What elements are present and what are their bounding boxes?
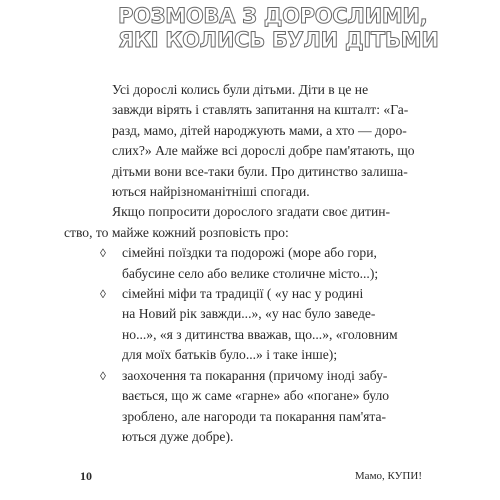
diamond-bullet-icon: ◊ (100, 287, 106, 302)
text-line: Усі дорослі колись були дітьми. Діти в це не (112, 82, 369, 97)
text-line: вається, що ж саме «гарне» або «погане» було (122, 388, 390, 404)
text-line: для моїх батьків було...» і таке інше); (122, 347, 338, 363)
chapter-title (118, 4, 438, 52)
paragraph (88, 80, 415, 202)
text-line: зроблено, але нагороди та покарання пам'ята- (122, 408, 387, 424)
text-line: дітьми вони все-таки були. Про дитинство залиша- (112, 163, 408, 179)
text-line: заохочення та покарання (причому іноді забу- (122, 367, 388, 383)
text-line: ються найрізноманітніші спогади. (112, 184, 310, 200)
body-text (64, 80, 415, 447)
text-line: сімейні міфи та традиції ( «у нас у родині (122, 286, 364, 302)
diamond-bullet-icon: ◊ (100, 246, 106, 261)
list-item (88, 366, 412, 448)
running-title: Мамо, КУПИ! (354, 470, 422, 482)
memories-list (88, 243, 412, 447)
list-item (88, 284, 412, 366)
text-line: завжди вірять і ставлять запитання на кшталт: «Га- (112, 102, 409, 118)
text-line: на Новий рік завжди...», «у нас було заведе- (122, 306, 376, 322)
text-line: разд, мамо, дітей народжують мами, а хто — доро- (112, 122, 407, 138)
text-line: слих?» Але майже всі дорослі добре пам'ятають, що (112, 143, 415, 159)
list-item (88, 243, 412, 284)
diamond-bullet-icon: ◊ (100, 368, 106, 383)
page-footer (0, 466, 500, 486)
page-number: 10 (80, 469, 92, 483)
text-line: ються дуже добре). (122, 428, 234, 444)
text-line: сімейні поїздки та подорожі (море або гори, (122, 245, 377, 261)
text-line: но...», «я з дитинства вважав, що...», «головним (122, 326, 398, 342)
chapter-title-line: РОЗМОВА З ДОРОСЛИМИ, (118, 4, 428, 28)
chapter-title-line: ЯКІ КОЛИСЬ БУЛИ ДІТЬМИ (118, 28, 439, 52)
paragraph (64, 202, 412, 243)
text-line: бабусине село або велике столичне місто...); (122, 265, 379, 281)
text-line: Якщо попросити дорослого згадати своє дитин- (112, 204, 391, 220)
text-line: ство, то майже кожний розповість про: (64, 224, 289, 240)
